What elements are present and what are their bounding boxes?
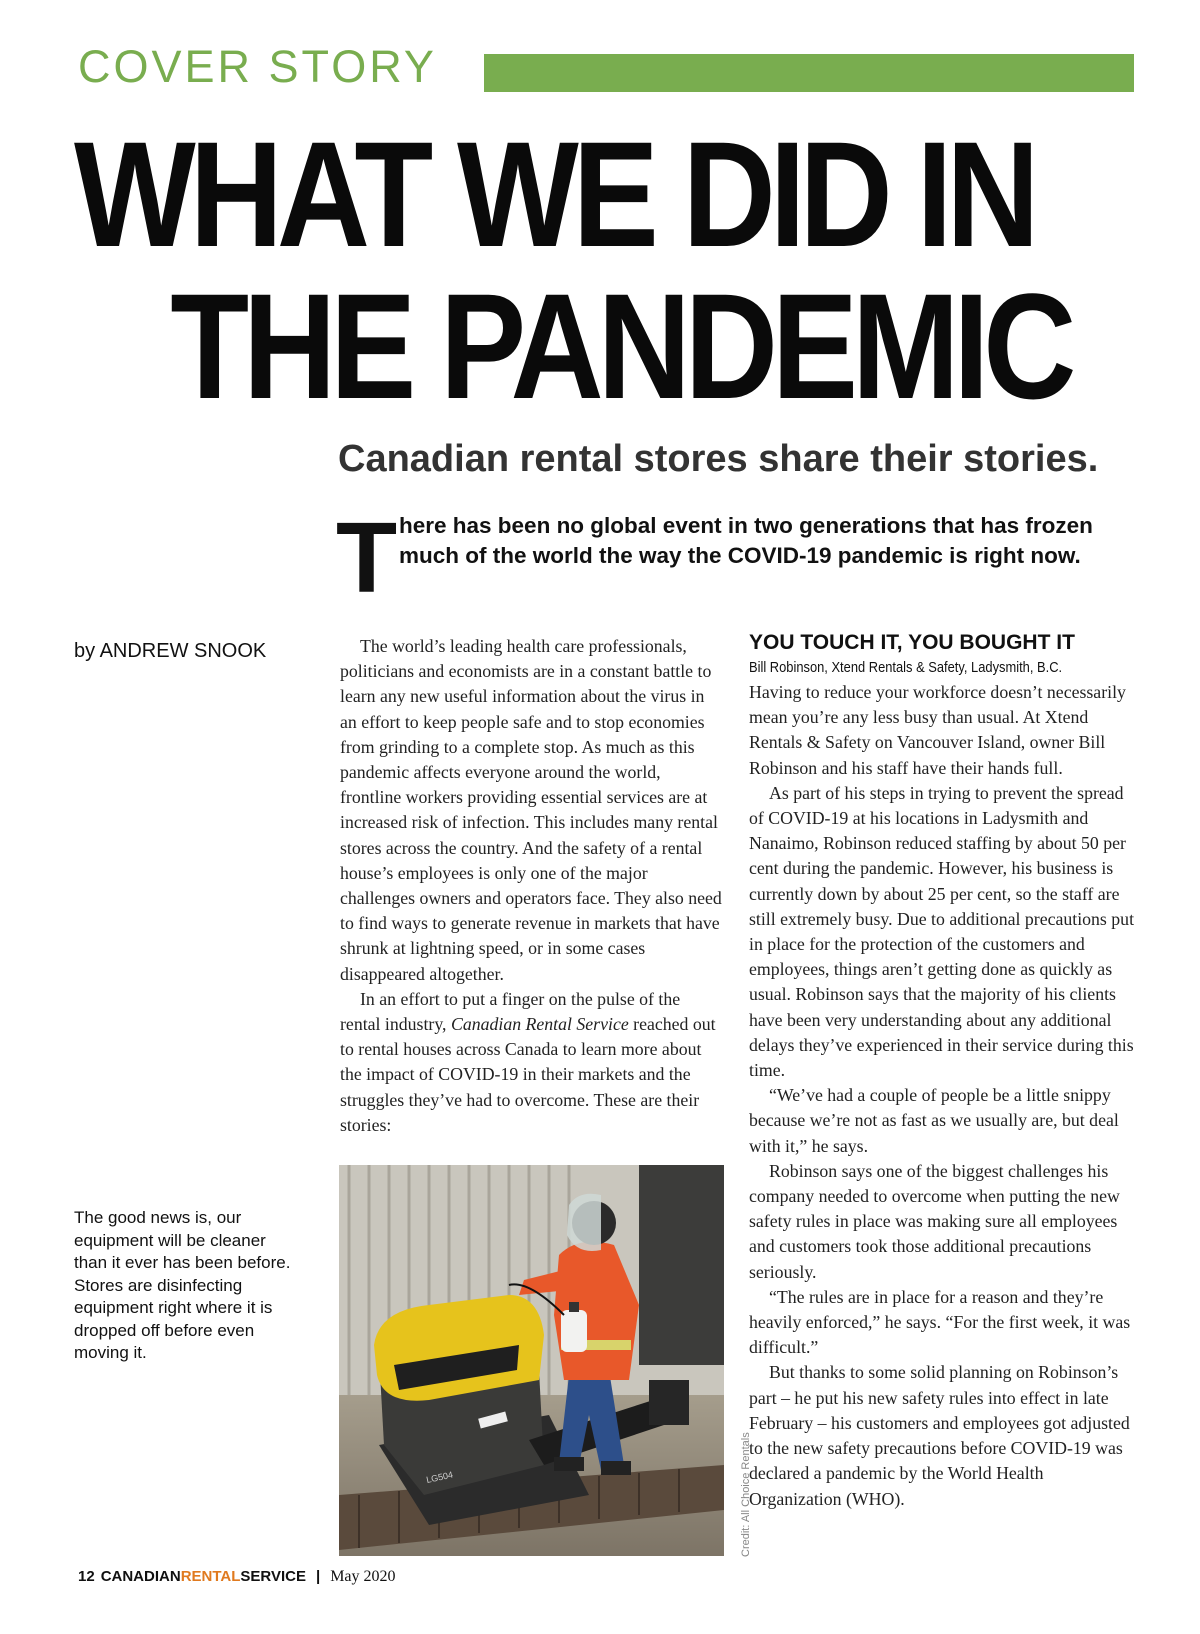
- body-text: In an effort to put a finger on the pulse of the rental industry,: [340, 988, 681, 1035]
- issue-date: May 2020: [330, 1568, 396, 1585]
- photo-credit: Credit: All Choice Rentals: [740, 1432, 752, 1557]
- body-paragraph: “We’ve had a couple of people be a little snippy because we’re not as fast as we usually are, but deal with it,” he says.: [749, 1085, 1119, 1156]
- section-source-credit: Bill Robinson, Xtend Rentals & Safety, Ladysmith, B.C.: [749, 659, 1063, 676]
- body-column-1: [340, 634, 724, 1138]
- section-accent-bar: [484, 54, 1134, 92]
- photo-worker-disinfecting-compactor: [339, 1165, 724, 1556]
- machine-label: LG504: [425, 1469, 454, 1485]
- intro-text: here has been no global event in two generations that has frozen much of the world the way the COVID-19 pandemic is right now.: [399, 513, 1093, 568]
- drop-cap: T: [336, 502, 398, 614]
- page-footer: [78, 1568, 396, 1586]
- deck-subtitle: Canadian rental stores share their stories.: [338, 438, 1099, 480]
- masthead-rental: RENTAL: [180, 1568, 241, 1585]
- headline-line-1: WHAT WE DID IN: [74, 110, 1034, 278]
- publication-name: Canadian Rental Service: [450, 1014, 629, 1035]
- headline-line-2: THE PANDEMIC: [170, 262, 1071, 430]
- masthead-service: SERVICE: [240, 1568, 306, 1585]
- body-text: reached out to rental houses across Canada to learn more about the impact of COVID-19 in their markets and the struggles they’ve had to overcome. These are their stories:: [340, 1014, 716, 1135]
- body-column-2: [749, 630, 1135, 1512]
- body-paragraph: Robinson says one of the biggest challenges his company needed to overcome when putting the new safety rules in place was making sure all employees and customers took those additional precautions seriously.: [749, 1160, 1120, 1282]
- masthead-canadian: CANADIAN: [100, 1568, 181, 1585]
- page-number: 12: [78, 1568, 95, 1585]
- footer-separator: |: [316, 1568, 321, 1585]
- body-paragraph: As part of his steps in trying to prevent the spread of COVID-19 at his locations in Ladysmith and Nanaimo, Robinson reduced staffing by about 50 per cent during the pandemic. However, his business is currently down by about 25 per cent, so the staff are still extremely busy. Due to additional precautions put in place for the protection of the customers and employees, things aren’t getting done as quickly as usual. Robinson says that the majority of his clients have been very understanding about any additional delays they’ve experienced in their service during this time.: [749, 782, 1135, 1081]
- photo-illustration: [339, 1165, 724, 1556]
- pull-quote: The good news is, our equipment will be cleaner than it ever has been before. Stores are disinfecting equipment right where it is dropped off before even moving it.: [74, 1208, 291, 1362]
- byline: by ANDREW SNOOK: [74, 640, 267, 662]
- body-paragraph: [340, 987, 724, 1138]
- body-paragraph: “The rules are in place for a reason and they’re heavily enforced,” he says. “For the first week, it was difficult.”: [749, 1286, 1131, 1358]
- section-label: COVER STORY: [78, 41, 437, 92]
- body-paragraph: But thanks to some solid planning on Robinson’s part – he put his new safety rules into effect in late February – his customers and employees got adjusted to the new safety precautions before COVID-19 was declared a pandemic by the World Health Organization (WHO).: [749, 1362, 1130, 1509]
- body-paragraph: Having to reduce your workforce doesn’t necessarily mean you’re any less busy than usual. At Xtend Rentals & Safety on Vancouver Island, owner Bill Robinson and his staff have their hands full.: [749, 682, 1126, 778]
- section-subhead: YOU TOUCH IT, YOU BOUGHT IT: [749, 631, 1075, 654]
- body-paragraph: The world’s leading health care professionals, politicians and economists are in a constant battle to learn any new useful information about the virus in an effort to keep people safe and to stop economies from grinding to a complete stop. As much as this pandemic affects everyone around the world, frontline workers providing essential services are at increased risk of infection. This includes many rental stores across the country. And the safety of a rental house’s employees is only one of the major challenges owners and operators face. They also need to find ways to generate revenue in markets that have shrunk at lightning speed, or in some cases disappeared altogether.: [340, 636, 722, 984]
- headline: [74, 110, 1071, 430]
